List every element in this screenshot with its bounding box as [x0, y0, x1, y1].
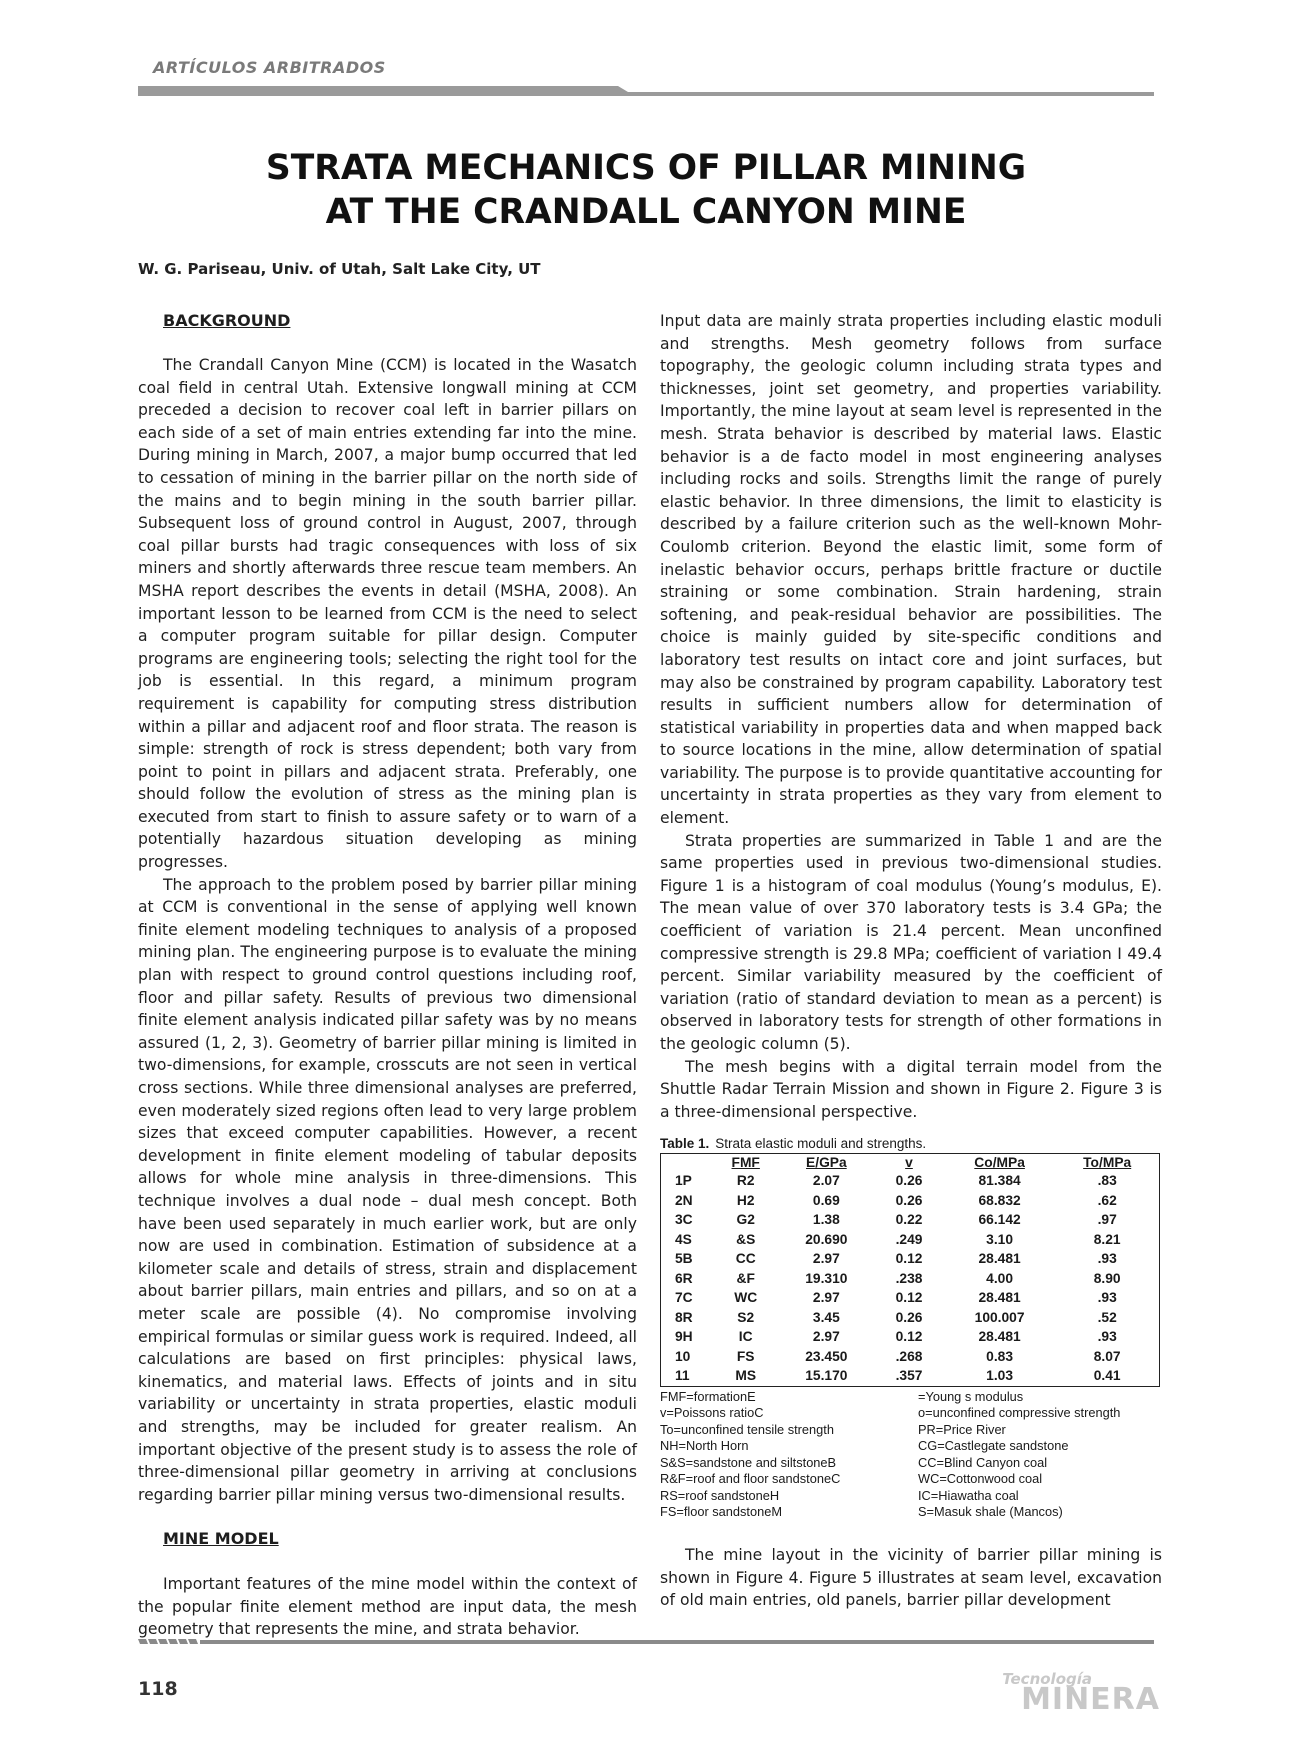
table-cell: 8.07 — [1093, 1348, 1121, 1364]
table-cell: H2 — [736, 1192, 755, 1208]
table-row — [661, 1269, 1160, 1289]
col-header: E/GPa — [806, 1155, 847, 1170]
paragraph: Input data are mainly strata properties including elastic moduli and strengths. Mesh geometry follows from surface topography, the geologic column including strata types and thicknesses, joint set geometry, and properties variability. Importantly, the mine layout at seam level is represented in the mesh. Strata behavior is described by material laws. Elastic behavior is a de facto model in most engineering analyses including rocks and soils. Strengths limit the range of purely elastic behavior. In three dimensions, the limit to elasticity is described by a failure criterion such as the well-known Mohr-Coulomb criterion. Beyond the elastic limit, some form of inelastic behavior occurs, perhaps brittle fracture or ductile straining or some combination. Strain hardening, strain softening, and peak-residual behavior are possibilities. The choice is mainly guided by site-specific conditions and laboratory test results on intact core and joint surfaces, but may also be constrained by program capability. Laboratory test results in sufficient numbers allow for determination of statistical variability in properties data and when mapped back to source locations in the mine, allow determination of spatial variability. The purpose is to provide quantitative accounting for uncertainty in strata properties as they vary from element to element. — [660, 312, 1162, 828]
col-header: FMF — [731, 1155, 760, 1170]
table-cell: 2.97 — [812, 1290, 840, 1305]
table-cell: .93 — [1097, 1251, 1117, 1266]
table-row — [661, 1288, 1160, 1308]
table-cell: 66.142 — [978, 1212, 1021, 1227]
table-row — [661, 1210, 1160, 1230]
legend-entry: S&S=sandstone and siltstoneB — [660, 1454, 837, 1470]
legend-left — [660, 1389, 918, 1521]
legend-entry: RS=roof sandstoneH — [660, 1487, 780, 1503]
legend-entry: =Young s modulus — [918, 1388, 1024, 1404]
title-line-2: AT THE CRANDALL CANYON MINE — [325, 192, 967, 232]
table-cell: 0.41 — [1093, 1368, 1121, 1383]
table-cell: 3.45 — [812, 1309, 840, 1325]
table-legend — [660, 1389, 1162, 1521]
table-cell: 0.12 — [895, 1290, 923, 1305]
legend-entry: CG=Castlegate sandstone — [918, 1438, 1069, 1453]
table-cell: 4.00 — [986, 1270, 1014, 1286]
logo-bottom-text: MINERA — [1021, 1682, 1160, 1717]
table-cell: 2N — [675, 1192, 693, 1208]
table-cell: CC — [735, 1251, 756, 1266]
table-cell: .83 — [1097, 1173, 1117, 1188]
table-cell: 0.22 — [895, 1212, 923, 1227]
table-row — [661, 1249, 1160, 1269]
paragraph: Important features of the mine model within the context of the popular finite element method are input data, the mesh geometry that represents the mine, and strata behavior. — [138, 1575, 637, 1639]
table-row — [661, 1327, 1160, 1347]
table-cell: 3.10 — [986, 1231, 1014, 1247]
col-header — [661, 1154, 713, 1172]
table-row — [661, 1347, 1160, 1367]
article-title — [138, 146, 1154, 234]
table-caption — [660, 1136, 1162, 1152]
legend-entry: FMF=formationE — [660, 1388, 756, 1404]
paragraph: The approach to the problem posed by barrier pillar mining at CCM is conventional in the sense of applying well known finite element modeling techniques to analysis of a proposed mining plan. The engineering purpose is to evaluate the mining plan with respect to ground control questions including roof, floor and pillar safety. Results of previous two dimensional finite element analysis indicated pillar safety was by no means assured (1, 2, 3). Geometry of barrier pillar mining is limited in two-dimensions, for example, crosscuts are not seen in vertical cross sections. While three dimensional analyses are preferred, even moderately sized regions often lead to very large problem sizes that exceed computer capabilities. However, a recent development in finite element modeling of tabular deposits allows for whole mine analysis in three-dimensions. This technique involves a dual node – dual mesh concept. Both have been used separately in much earlier work, but are only now are used in combination. Estimation of subsidence at a kilometer scale and details of stress, strain and displacement about barrier pillars, main entries and pillars, and so on at a meter scale are possible (4). No compromise involving empirical formulas or similar guess work is required. Indeed, all calculations are based on first principles: physical laws, kinematics, and material laws. Effects of joints and in situ variability or uncertainty in strata properties, elastic moduli and strengths, may be included for greater realism. An important objective of the present study is to assess the role of three-dimensional pillar geometry in arriving at conclusions regarding barrier pillar mining versus two-dimensional results. — [138, 875, 637, 1504]
table-cell: 1.38 — [812, 1212, 840, 1227]
table-cell: .249 — [895, 1231, 923, 1247]
table-cell: 4S — [675, 1231, 692, 1247]
table-cell: 5B — [675, 1251, 693, 1266]
table-cell: 2.97 — [812, 1329, 840, 1344]
legend-entry: CC=Blind Canyon coal — [918, 1454, 1048, 1470]
paragraph: Strata properties are summarized in Table 1 and are the same properties used in previous two-dimensional studies. Figure 1 is a histogram of coal modulus (Young’s modulus, E). The mean value of over 370 laboratory tests is 3.4 GPa; the coefficient of variation is 21.4 percent. Mean unconfined compressive strength is 29.8 MPa; coefficient of variation I 49.4 percent. Similar variability measured by the coefficient of variation (ratio of standard deviation to mean as a percent) is observed in laboratory tests for strength of other formations in the geologic column (5). — [660, 831, 1162, 1053]
table-cell: G2 — [736, 1212, 755, 1227]
footer-rule — [138, 1638, 1154, 1646]
table-cell: .97 — [1097, 1212, 1117, 1227]
table-cell: 0.26 — [895, 1192, 923, 1208]
table-cell: MS — [735, 1368, 757, 1383]
table-cell: 15.170 — [805, 1368, 848, 1383]
col-header: v — [905, 1155, 913, 1170]
legend-entry: o=unconfined compressive strength — [918, 1405, 1121, 1420]
table-cell: 8.90 — [1093, 1270, 1121, 1286]
table-cell: 28.481 — [978, 1251, 1021, 1266]
table-cell: 2.07 — [812, 1173, 840, 1188]
title-line-1: STRATA MECHANICS OF PILLAR MINING — [265, 148, 1027, 188]
legend-entry: v=Poissons ratioC — [660, 1405, 764, 1420]
legend-entry: To=unconfined tensile strength — [660, 1421, 834, 1437]
table-cell: 8.21 — [1093, 1231, 1121, 1247]
col-header: Co/MPa — [974, 1155, 1025, 1170]
table-cell: 11 — [675, 1368, 690, 1383]
table-cell: .93 — [1097, 1290, 1117, 1305]
table-cell: .52 — [1097, 1309, 1117, 1325]
table-cell: 7C — [675, 1290, 693, 1305]
table-cell: 68.832 — [978, 1192, 1021, 1208]
table-cell: 0.12 — [895, 1251, 923, 1266]
legend-entry: R&F=roof and floor sandstoneC — [660, 1471, 841, 1486]
table-row — [661, 1308, 1160, 1328]
section-tag: ARTÍCULOS ARBITRADOS — [153, 58, 386, 77]
author-line: W. G. Pariseau, Univ. of Utah, Salt Lake City, UT — [138, 260, 541, 278]
table-cell: .238 — [895, 1270, 923, 1286]
table-cell: .268 — [895, 1348, 923, 1364]
table-cell: 23.450 — [805, 1348, 848, 1364]
table-1 — [660, 1136, 1162, 1521]
table-cell: 0.26 — [895, 1173, 923, 1188]
table-cell: 1.03 — [986, 1368, 1014, 1383]
table-cell: 1P — [675, 1173, 692, 1188]
legend-entry: FS=floor sandstoneM — [660, 1504, 782, 1519]
table-caption-text: Strata elastic moduli and strengths. — [715, 1136, 927, 1151]
paragraph: The mine layout in the vicinity of barrier pillar mining is shown in Figure 4. Figure 5 illustrates at seam level, excavation of old main entries, old panels, barrier pillar development — [660, 1546, 1162, 1610]
table-row — [661, 1171, 1160, 1191]
tecnologia-minera-logo — [990, 1670, 1160, 1717]
table-row — [661, 1366, 1160, 1386]
table-cell: FS — [736, 1348, 755, 1364]
header-rule — [138, 86, 1154, 96]
right-column-continued — [660, 1544, 1162, 1612]
table-cell: S2 — [737, 1309, 755, 1325]
legend-entry: NH=North Horn — [660, 1438, 749, 1453]
table-label: Table 1. — [660, 1136, 710, 1151]
table-cell: 0.83 — [986, 1348, 1014, 1364]
table-cell: .62 — [1097, 1192, 1117, 1208]
table-cell: 0.69 — [812, 1192, 840, 1208]
table-cell: &F — [736, 1270, 755, 1286]
table-cell: 20.690 — [805, 1231, 848, 1247]
heading-mine-model: MINE MODEL — [163, 1529, 279, 1549]
table-cell: 0.26 — [895, 1309, 923, 1325]
legend-entry: IC=Hiawatha coal — [918, 1487, 1019, 1503]
table-cell: WC — [734, 1290, 758, 1305]
table-cell: 8R — [675, 1309, 693, 1325]
table-cell: IC — [738, 1329, 753, 1344]
table-cell: 9H — [675, 1329, 693, 1344]
col-header: To/MPa — [1083, 1155, 1132, 1170]
table-cell: 6R — [675, 1270, 693, 1286]
page-number: 118 — [138, 1678, 178, 1700]
table-cell: R2 — [736, 1173, 755, 1188]
legend-entry: S=Masuk shale (Mancos) — [918, 1504, 1063, 1519]
logo-top-text: Tecnología — [1002, 1670, 1092, 1688]
table-header-row — [661, 1154, 1160, 1172]
table-cell: .93 — [1097, 1329, 1117, 1344]
table-cell: 10 — [675, 1348, 691, 1364]
heading-background: BACKGROUND — [163, 311, 291, 330]
left-column — [138, 310, 637, 1641]
right-column — [660, 310, 1162, 1123]
paragraph: The Crandall Canyon Mine (CCM) is located in the Wasatch coal field in central Utah. Extensive longwall mining at CCM preceded a decision to recover coal left in barrier pillars on each side of a set of main entries extending far into the mine. During mining in March, 2007, a major bump occurred that led to cessation of mining in the barrier pillar on the north side of the mains and to begin mining in the south barrier pillar. Subsequent loss of ground control in August, 2007, through coal pillar bursts had tragic consequences with loss of six miners and shortly afterwards three rescue team members. An MSHA report describes the events in detail (MSHA, 2008). An important lesson to be learned from CCM is the need to select a computer program suitable for pillar design. Computer programs are engineering tools; selecting the right tool for the job is essential. In this regard, a minimum program requirement is capability for computing stress distribution within a pillar and adjacent roof and floor strata. The reason is simple: strength of rock is stress dependent; both vary from point to point in pillars and adjacent strata. Preferably, one should follow the evolution of stress as the mining plan is executed from start to finish to assure safety or to warn of a potentially hazardous situation developing as mining progresses. — [138, 356, 637, 872]
table-cell: 28.481 — [978, 1290, 1021, 1305]
table-cell: 100.007 — [974, 1309, 1025, 1325]
paragraph: The mesh begins with a digital terrain model from the Shuttle Radar Terrain Mission and shown in Figure 2. Figure 3 is a three-dimensional perspective. — [660, 1057, 1162, 1121]
table-cell: 81.384 — [978, 1173, 1021, 1188]
strata-table — [660, 1153, 1160, 1387]
table-cell: 2.97 — [812, 1251, 840, 1266]
table-row — [661, 1191, 1160, 1211]
legend-entry: PR=Price River — [918, 1421, 1006, 1437]
legend-right — [918, 1389, 1160, 1521]
table-cell: 3C — [675, 1212, 693, 1227]
table-cell: .357 — [895, 1368, 923, 1383]
table-cell: 19.310 — [805, 1270, 848, 1286]
table-cell: 0.12 — [895, 1329, 923, 1344]
table-row — [661, 1230, 1160, 1250]
table-cell: &S — [736, 1231, 756, 1247]
legend-entry: WC=Cottonwood coal — [918, 1471, 1043, 1486]
table-cell: 28.481 — [978, 1329, 1021, 1344]
